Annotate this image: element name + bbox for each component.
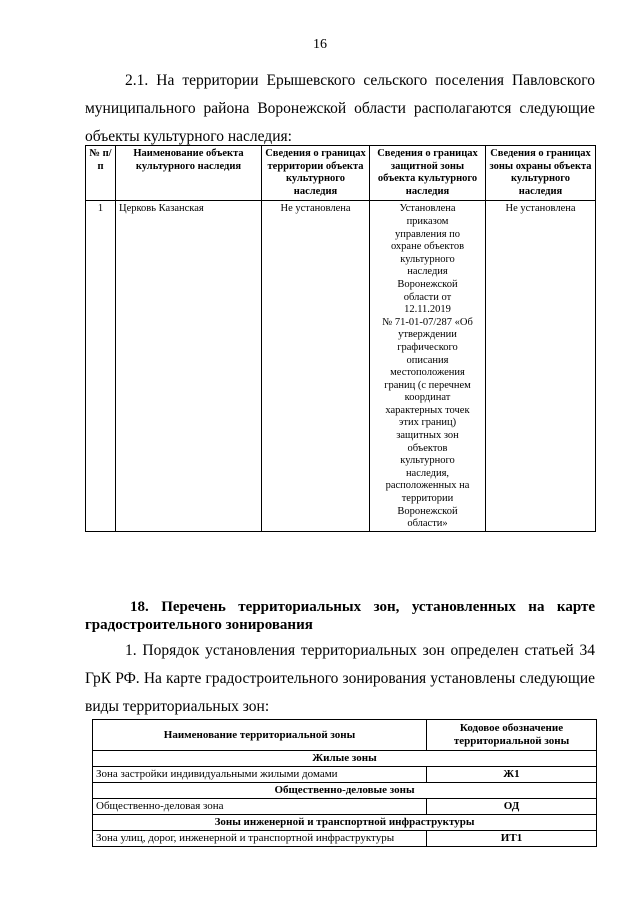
protective-zone-line: защитных зон [396, 430, 459, 442]
protective-zone-line: приказом [406, 215, 449, 227]
table-group-row [93, 815, 597, 831]
territorial-zones-table [92, 719, 597, 847]
table-row [93, 767, 597, 783]
protective-zone-line: Воронежской [397, 278, 458, 290]
protective-zone-line: 12.11.2019 [404, 304, 451, 316]
table-group-row [93, 751, 597, 767]
protective-zone-line: № 71-01-07/287 «Об [382, 316, 473, 328]
protective-zone-line: координат [404, 392, 451, 404]
protective-zone-line: границ (с перечнем [384, 379, 471, 391]
zones-intro-paragraph [85, 637, 595, 721]
table-header-row [93, 720, 597, 751]
page-number: 16 [313, 37, 327, 52]
table-row [86, 201, 596, 531]
cell-number: 1 [86, 201, 116, 531]
zone-name: Зона улиц, дорог, инженерной и транспортной инфраструктуры [93, 831, 427, 847]
zone-name: Общественно-деловая зона [93, 799, 427, 815]
intro-line: муниципального района Воронежской области располагаются следующие [85, 100, 595, 117]
zones-intro-line: 1. Порядок установления территориальных зон определен статьей 34 [125, 642, 595, 659]
section-heading-line: 18. Перечень территориальных зон, установленных на карте [130, 599, 595, 615]
protective-zone-line: культурного [400, 253, 455, 265]
protective-zone-line: утверждении [398, 329, 457, 341]
zone-code: ИТ1 [427, 831, 597, 847]
section-heading-line: градостроительного зонирования [85, 617, 313, 633]
protective-zone-line: Воронежской [397, 505, 458, 517]
header-zone-name: Наименование территориальной зоны [93, 720, 427, 751]
header-zone-code: Кодовое обозначение территориальной зоны [427, 720, 597, 751]
header-object-name: Наименование объекта культурного наследия [116, 146, 262, 201]
cell-object-name: Церковь Казанская [116, 201, 262, 531]
protective-zone-line: наследия, [405, 467, 450, 479]
protective-zone-line: Установлена [399, 203, 456, 215]
header-protective-zone: Сведения о границах защитной зоны объекта культурного наследия [370, 146, 486, 201]
protective-zone-line: описания [406, 354, 449, 366]
protective-zone-line: наследия [407, 266, 448, 278]
zone-group-title: Зоны инженерной и транспортной инфраструктуры [93, 815, 597, 831]
table-row [93, 831, 597, 847]
protective-zone-line: области» [407, 518, 448, 530]
table-header-row [86, 146, 596, 201]
header-security-zone: Сведения о границах зоны охраны объекта культурного наследия [486, 146, 596, 201]
heritage-objects-table [85, 145, 596, 532]
zones-intro-line: виды территориальных зон: [85, 698, 270, 715]
zone-group-title: Жилые зоны [93, 751, 597, 767]
header-territory: Сведения о границах территории объекта культурного наследия [262, 146, 370, 201]
cell-territory: Не установлена [262, 201, 370, 531]
zone-code: Ж1 [427, 767, 597, 783]
protective-zone-line: управления по [394, 228, 461, 240]
zone-code: ОД [427, 799, 597, 815]
intro-paragraph [85, 67, 595, 151]
zone-name: Зона застройки индивидуальными жилыми домами [93, 767, 427, 783]
protective-zone-line: характерных точек [385, 404, 470, 416]
protective-zone-line: охране объектов [390, 241, 465, 253]
table-row [93, 799, 597, 815]
protective-zone-line: расположенных на [385, 480, 470, 492]
protective-zone-line: области от [403, 291, 452, 303]
table-group-row [93, 783, 597, 799]
zones-intro-line: ГрК РФ. На карте градостроительного зонирования установлены следующие [85, 670, 595, 687]
zone-group-title: Общественно-деловые зоны [93, 783, 597, 799]
section-heading [85, 598, 595, 634]
protective-zone-line: объектов [407, 442, 448, 454]
protective-zone-line: культурного [400, 455, 455, 467]
protective-zone-line: местоположения [390, 367, 465, 379]
protective-zone-line: графического [397, 341, 458, 353]
intro-line: объекты культурного наследия: [85, 128, 292, 145]
protective-zone-line: территории [401, 493, 454, 505]
intro-line: 2.1. На территории Ерышевского сельского поселения Павловского [125, 72, 595, 89]
cell-protective-zone [370, 201, 486, 531]
cell-security-zone: Не установлена [486, 201, 596, 531]
protective-zone-line: этих границ) [398, 417, 457, 429]
header-number: № п/п [86, 146, 116, 201]
